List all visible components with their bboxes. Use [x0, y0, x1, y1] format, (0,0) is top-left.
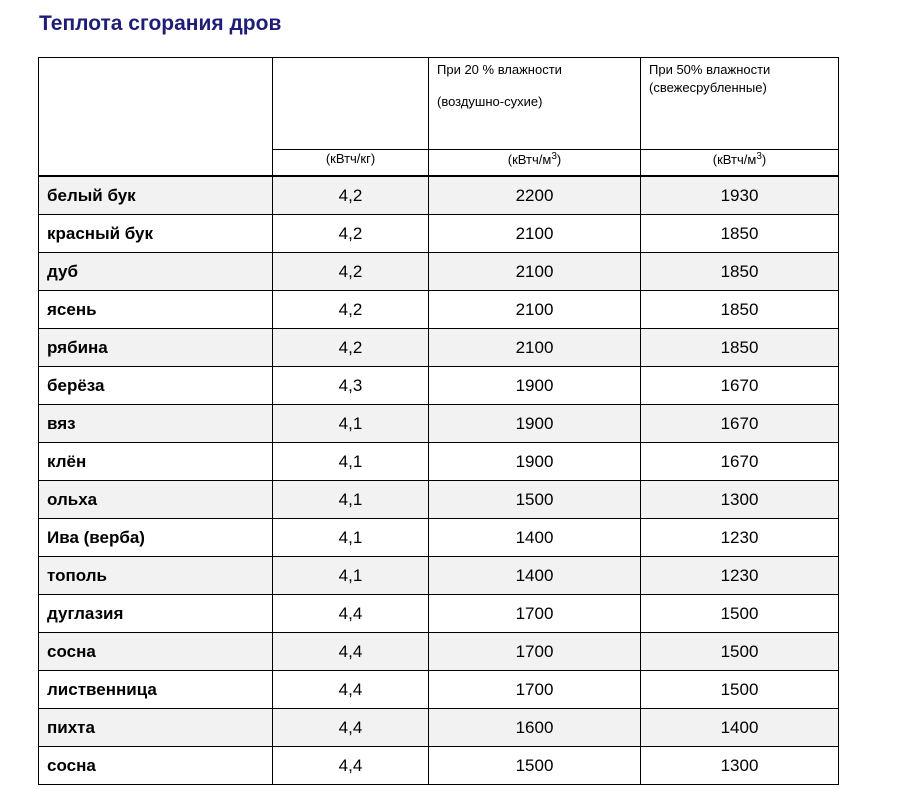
wood-name: дуб [39, 253, 273, 291]
value-kwh-kg: 4,2 [273, 215, 429, 253]
value-m3-50: 1230 [641, 557, 839, 595]
unit-kg-cell [273, 150, 429, 177]
table-row [39, 443, 839, 481]
value-m3-50: 1670 [641, 367, 839, 405]
header-20-percent-subtitle: (воздушно-сухие) [437, 94, 543, 109]
table-row [39, 595, 839, 633]
value-m3-50: 1850 [641, 291, 839, 329]
value-kwh-kg: 4,1 [273, 443, 429, 481]
header-20-percent-title: При 20 % влажности [437, 62, 562, 77]
value-m3-20: 2200 [429, 176, 641, 215]
unit-m3-text: (кВтч/м [712, 152, 757, 167]
value-kwh-kg: 4,1 [273, 405, 429, 443]
value-m3-50: 1850 [641, 215, 839, 253]
wood-name: тополь [39, 557, 273, 595]
table-row [39, 519, 839, 557]
value-m3-50: 1400 [641, 709, 839, 747]
wood-name: вяз [39, 405, 273, 443]
value-m3-50: 1670 [641, 405, 839, 443]
value-kwh-kg: 4,2 [273, 176, 429, 215]
value-m3-50: 1670 [641, 443, 839, 481]
table-row [39, 633, 839, 671]
wood-name: пихта [39, 709, 273, 747]
wood-name: ольха [39, 481, 273, 519]
value-m3-20: 1900 [429, 367, 641, 405]
value-kwh-kg: 4,4 [273, 633, 429, 671]
table-row [39, 176, 839, 215]
value-m3-50: 1500 [641, 595, 839, 633]
value-kwh-kg: 4,3 [273, 367, 429, 405]
value-m3-20: 2100 [429, 215, 641, 253]
value-m3-20: 2100 [429, 329, 641, 367]
value-m3-50: 1500 [641, 671, 839, 709]
value-m3-20: 2100 [429, 291, 641, 329]
value-m3-50: 1300 [641, 481, 839, 519]
page-title: Теплота сгорания дров [39, 12, 282, 35]
wood-name: белый бук [39, 176, 273, 215]
value-m3-20: 1700 [429, 671, 641, 709]
value-m3-50: 1230 [641, 519, 839, 557]
value-m3-20: 1500 [429, 747, 641, 785]
table-row [39, 481, 839, 519]
wood-name: Ива (верба) [39, 519, 273, 557]
wood-name: красный бук [39, 215, 273, 253]
table-row [39, 405, 839, 443]
header-20-percent-cell [429, 58, 641, 150]
value-m3-50: 1930 [641, 176, 839, 215]
table-row [39, 747, 839, 785]
unit-m3-close: ) [556, 152, 562, 167]
wood-name: сосна [39, 633, 273, 671]
wood-name: рябина [39, 329, 273, 367]
table-row [39, 329, 839, 367]
value-m3-20: 1400 [429, 557, 641, 595]
value-kwh-kg: 4,2 [273, 291, 429, 329]
value-kwh-kg: 4,4 [273, 747, 429, 785]
value-m3-20: 1500 [429, 481, 641, 519]
table-row [39, 215, 839, 253]
wood-name: дуглазия [39, 595, 273, 633]
unit-m3-sup: 3 [551, 151, 557, 162]
table-row [39, 291, 839, 329]
heat-of-combustion-table [38, 57, 839, 785]
value-m3-50: 1500 [641, 633, 839, 671]
value-kwh-kg: 4,4 [273, 595, 429, 633]
wood-name: берёза [39, 367, 273, 405]
value-m3-20: 1900 [429, 405, 641, 443]
value-kwh-kg: 4,2 [273, 329, 429, 367]
value-kwh-kg: 4,1 [273, 557, 429, 595]
value-m3-20: 1600 [429, 709, 641, 747]
table-row [39, 671, 839, 709]
wood-name: ясень [39, 291, 273, 329]
value-m3-20: 1400 [429, 519, 641, 557]
table-row [39, 253, 839, 291]
header-50-percent-subtitle: (свежесрубленные) [649, 80, 767, 95]
value-kwh-kg: 4,2 [273, 253, 429, 291]
table-row [39, 557, 839, 595]
value-m3-50: 1300 [641, 747, 839, 785]
wood-name: клён [39, 443, 273, 481]
unit-m3-close: ) [761, 152, 767, 167]
value-m3-20: 1900 [429, 443, 641, 481]
value-m3-50: 1850 [641, 253, 839, 291]
value-kwh-kg: 4,4 [273, 709, 429, 747]
unit-m3-50-cell [641, 150, 839, 177]
value-kwh-kg: 4,1 [273, 481, 429, 519]
unit-m3-20-cell [429, 150, 641, 177]
unit-m3-text: (кВтч/м [507, 152, 552, 167]
value-kwh-kg: 4,1 [273, 519, 429, 557]
wood-name: лиственница [39, 671, 273, 709]
wood-name: сосна [39, 747, 273, 785]
value-kwh-kg: 4,4 [273, 671, 429, 709]
unit-m3-sup: 3 [756, 151, 762, 162]
value-m3-50: 1850 [641, 329, 839, 367]
value-m3-20: 1700 [429, 595, 641, 633]
value-m3-20: 2100 [429, 253, 641, 291]
header-wood-cell [39, 58, 273, 177]
table-row [39, 367, 839, 405]
header-row [39, 58, 839, 150]
table-row [39, 709, 839, 747]
unit-kg: (кВтч/кг) [325, 151, 376, 166]
header-kg-cell [273, 58, 429, 150]
header-50-percent-title: При 50% влажности [649, 62, 771, 77]
value-m3-20: 1700 [429, 633, 641, 671]
header-50-percent-cell [641, 58, 839, 150]
